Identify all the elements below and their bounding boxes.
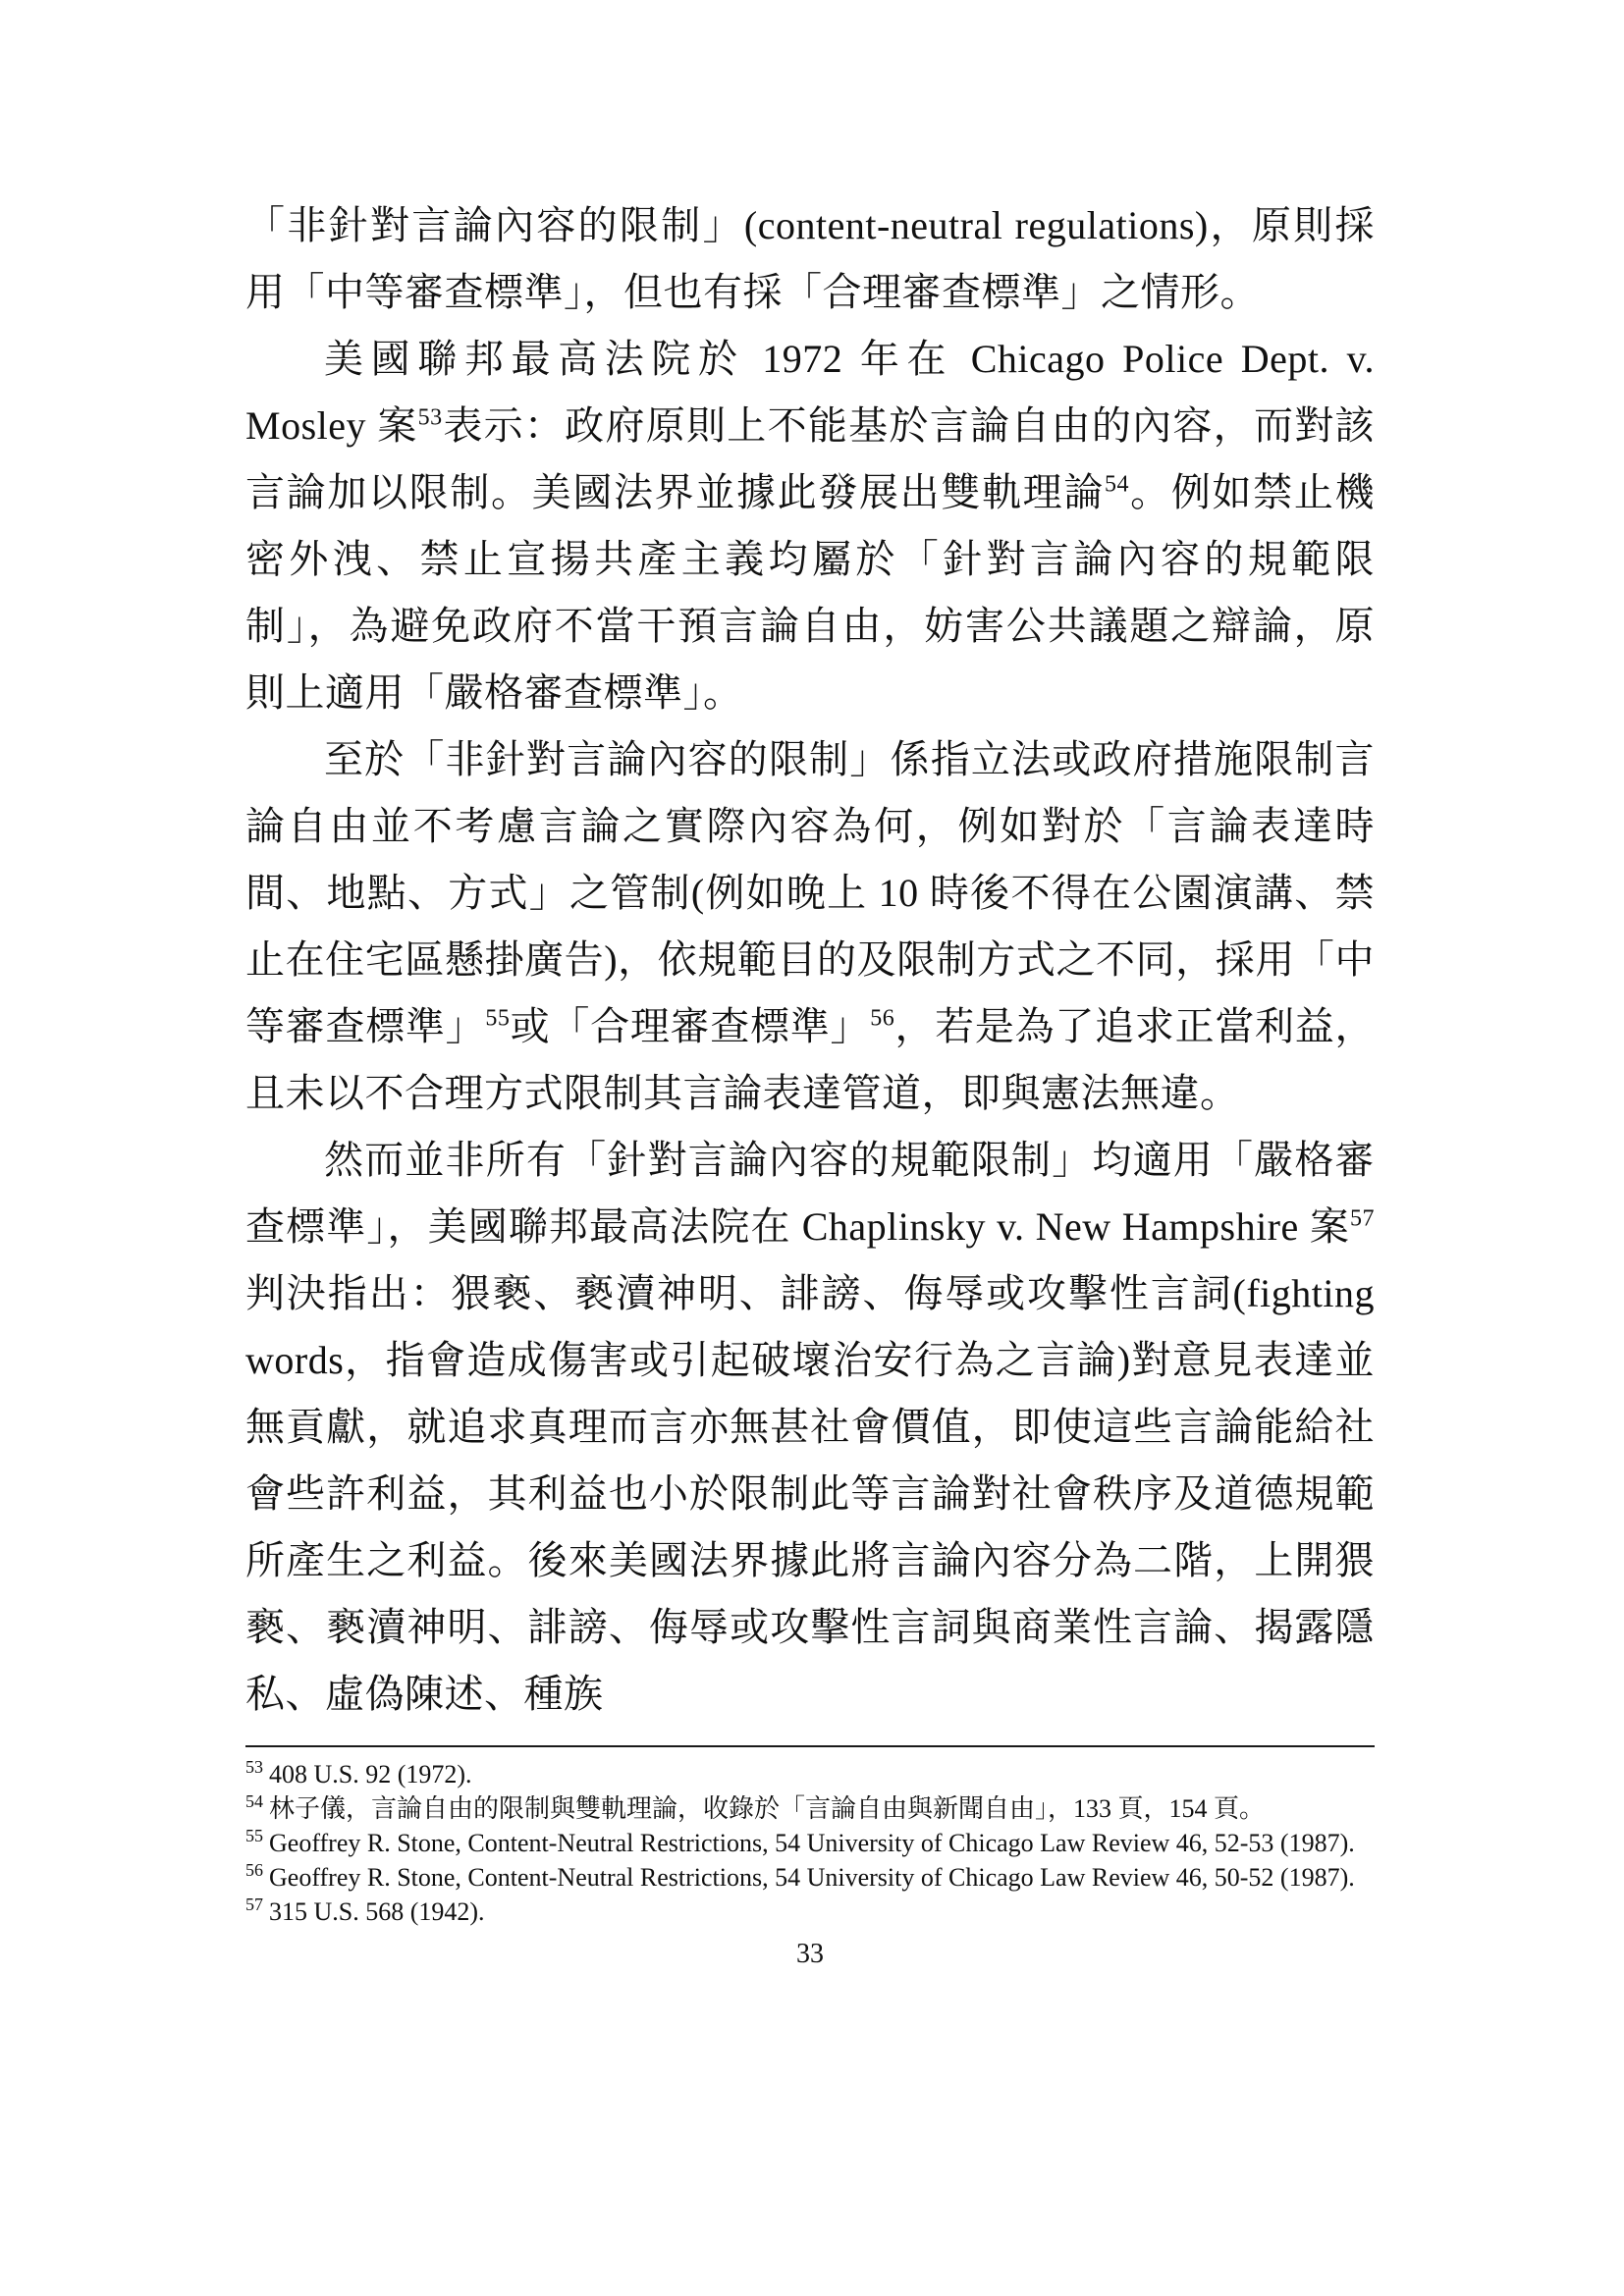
- footnote-number: 56: [245, 1860, 263, 1881]
- footnote-ref: 56: [870, 1005, 895, 1032]
- footnote: $^{53}$ 408 U.S. 92 (1972).: [245, 1757, 472, 1789]
- paragraph: 「非針對言論內容的限制」(content-neutral regulations)，原則採用「中等審查標準」，但也有採「合理審查標準」之情形。: [245, 203, 1375, 314]
- footnote: $^{56}$ Geoffrey R. Stone, Content-Neutral Restrictions, 54 University of Chicago Law Review 46, 50-52 (1987).: [245, 1860, 1355, 1892]
- page-number: 33: [796, 1939, 824, 1969]
- footnote-number: 53: [245, 1757, 263, 1778]
- footnote: $^{54}$ 林子儀，言論自由的限制與雙軌理論，收錄於「言論自由與新聞自由」，133 頁，154 頁。: [245, 1791, 1266, 1823]
- footnote-ref: 55: [485, 1005, 511, 1032]
- footnote-ref: 57: [1350, 1205, 1375, 1232]
- body-text: [245, 192, 1375, 1728]
- footnote-ref: 53: [417, 404, 443, 431]
- footnote-number: 57: [245, 1895, 263, 1915]
- footnote-section: [245, 1745, 1375, 1929]
- footnote: $^{57}$ 315 U.S. 568 (1942).: [245, 1895, 485, 1926]
- footnote: $^{55}$ Geoffrey R. Stone, Content-Neutral Restrictions, 54 University of Chicago Law Review 46, 52-53 (1987).: [245, 1826, 1355, 1857]
- paragraph: 至於「非針對言論內容的限制」係指立法或政府措施限制言論自由並不考慮言論之實際內容為何，例如對於「言論表達時間、地點、方式」之管制(例如晚上 10 時後不得在公園演講、禁止在住宅區懸掛廣告)，依規範目的及限制方式之不同，採用「中等審查標準」$^{55}$或「合理審查標準」$^{56}$，若是為了追求正當利益，且未以不合理方式限制其言論表達管道，即與憲法無違。: [245, 737, 1376, 1115]
- paragraph: 然而並非所有「針對言論內容的規範限制」均適用「嚴格審查標準」，美國聯邦最高法院在 Chaplinsky v. New Hampshire 案$^{57}$判決指出：猥褻、褻瀆神明、誹謗、侮辱或攻擊性言詞(fighting words，指會造成傷害或引起破壞治安行為之言論)對意見表達並無貢獻，就追求真理而言亦無甚社會價值，即使這些言論能給社會些許利益，其利益也小於限制此等言論對社會秩序及道德規範所產生之利益。後來美國法界據此將言論內容分為二階，上開猥褻、褻瀆神明、誹謗、侮辱或攻擊性言詞與商業性言論、揭露隱私、虛偽陳述、種族: [245, 1138, 1375, 1716]
- page-content: [245, 192, 1375, 1970]
- paragraph: 美國聯邦最高法院於 1972 年在 Chicago Police Dept. v. Mosley 案$^{53}$表示：政府原則上不能基於言論自由的內容，而對該言論加以限制。美國法界並據此發展出雙軌理論$^{54}$。例如禁止機密外洩、禁止宣揚共產主義均屬於「針對言論內容的規範限制」，為避免政府不當干預言論自由，妨害公共議題之辯論，原則上適用「嚴格審查標準」。: [245, 337, 1376, 715]
- footnote-number: 54: [245, 1791, 263, 1812]
- footnote-number: 55: [245, 1826, 263, 1846]
- footnotes-list: [245, 1757, 1375, 1929]
- footnote-ref: 54: [1105, 471, 1129, 498]
